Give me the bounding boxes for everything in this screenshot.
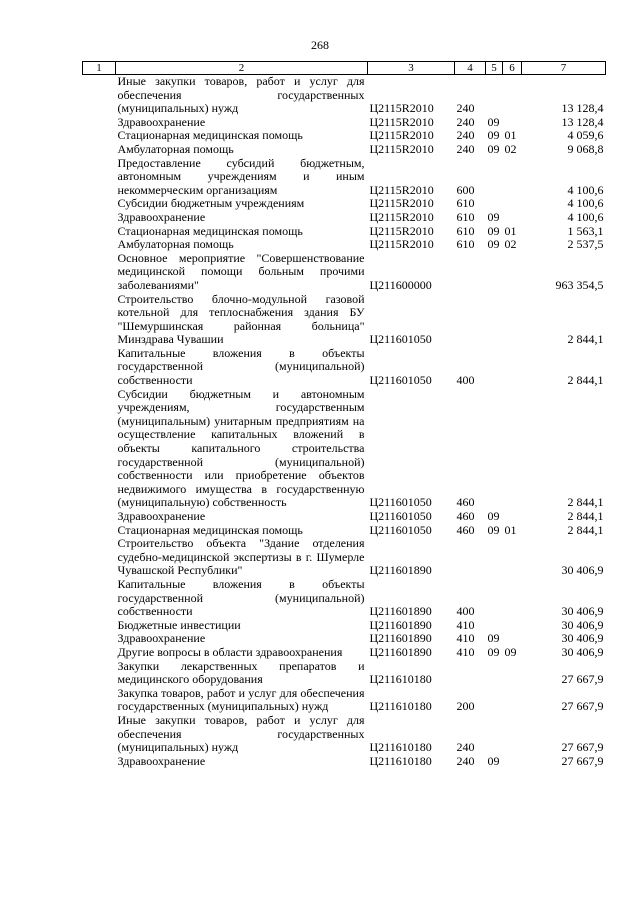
cell-target-code: Ц211601050 — [369, 332, 432, 347]
cell-expense-type: 460 — [456, 522, 475, 537]
cell-target-code: Ц211610180 — [369, 699, 432, 714]
cell-name: Здравоохранение — [117, 753, 206, 768]
cell-section — [486, 660, 503, 687]
cell-subsection — [503, 578, 522, 619]
table-row — [83, 660, 606, 687]
table-row — [83, 129, 606, 143]
cell-amount: 30 406,9 — [561, 617, 604, 632]
table-row — [83, 143, 606, 157]
cell-index — [83, 197, 116, 211]
cell-name: Амбулаторная помощь — [117, 237, 234, 252]
cell-expense-type: 610 — [456, 237, 475, 252]
cell-name: Иные закупки товаров, работ и услуг для обеспечения государственных (муниципальных) нужд — [117, 74, 365, 116]
cell-amount: 4 100,6 — [567, 209, 604, 224]
cell-amount: 2 844,1 — [567, 509, 604, 523]
cell-section: 09 — [487, 509, 500, 523]
cell-section — [486, 75, 503, 116]
header-col-2: 2 — [116, 62, 368, 75]
cell-amount: 4 100,6 — [567, 182, 604, 197]
cell-subsection — [503, 619, 522, 633]
cell-name: Капитальные вложения в объекты государственной (муниципальной) собственности — [117, 345, 365, 388]
cell-subsection — [503, 347, 522, 388]
cell-section: 09 — [487, 631, 500, 646]
cell-section: 09 — [487, 237, 500, 252]
table-row — [83, 714, 606, 755]
header-col-7: 7 — [522, 62, 606, 75]
cell-subsection — [503, 197, 522, 211]
cell-target-code: Ц2115R2010 — [369, 101, 434, 116]
cell-index — [83, 632, 116, 646]
cell-expense-type: 410 — [456, 631, 475, 646]
table-row — [83, 646, 606, 660]
cell-subsection: 02 — [504, 141, 517, 156]
cell-expense-type: 240 — [456, 740, 475, 755]
cell-expense-type: 460 — [456, 509, 475, 523]
cell-subsection: 09 — [504, 644, 517, 659]
cell-index — [83, 75, 116, 116]
cell-section: 09 — [487, 128, 500, 143]
cell-name: Капитальные вложения в объекты государственной (муниципальной) собственности — [117, 576, 365, 619]
budget-table-container — [82, 61, 605, 768]
table-row — [83, 619, 606, 633]
cell-amount: 13 128,4 — [561, 114, 604, 129]
cell-expense-type — [455, 537, 486, 578]
cell-amount: 963 354,5 — [555, 277, 604, 292]
cell-expense-type — [455, 660, 486, 687]
cell-expense-type: 400 — [456, 604, 475, 619]
table-body — [83, 75, 606, 769]
header-row — [83, 62, 606, 75]
cell-target-code: Ц211601050 — [369, 373, 432, 388]
cell-section: 09 — [487, 753, 500, 768]
cell-target-code: Ц2115R2010 — [369, 223, 434, 238]
cell-amount: 9 068,8 — [567, 141, 604, 156]
cell-subsection — [503, 75, 522, 116]
cell-section — [486, 714, 503, 755]
cell-amount: 1 563,1 — [567, 223, 604, 238]
budget-table — [82, 61, 606, 768]
cell-amount: 30 406,9 — [561, 631, 604, 646]
cell-target-code: Ц211601050 — [369, 495, 432, 510]
cell-name: Субсидии бюджетным учреждениям — [117, 196, 305, 211]
cell-subsection — [503, 211, 522, 225]
cell-index — [83, 714, 116, 755]
cell-target-code: Ц211601890 — [369, 563, 432, 578]
cell-section: 09 — [487, 141, 500, 156]
cell-amount: 2 844,1 — [567, 495, 604, 510]
cell-amount: 2 844,1 — [567, 373, 604, 388]
table-row — [83, 252, 606, 293]
cell-section — [486, 347, 503, 388]
cell-target-code: Ц211601890 — [369, 604, 432, 619]
cell-target-code: Ц2115R2010 — [369, 114, 434, 129]
cell-section: 09 — [487, 223, 500, 238]
cell-amount: 30 406,9 — [561, 644, 604, 659]
cell-section — [486, 537, 503, 578]
table-row — [83, 75, 606, 116]
cell-subsection — [503, 293, 522, 347]
cell-index — [83, 537, 116, 578]
cell-amount: 27 667,9 — [561, 672, 604, 687]
table-row — [83, 293, 606, 347]
cell-subsection — [503, 157, 522, 198]
cell-expense-type: 410 — [456, 644, 475, 659]
cell-index — [83, 646, 116, 660]
cell-index — [83, 211, 116, 225]
cell-subsection — [503, 632, 522, 646]
cell-index — [83, 129, 116, 143]
cell-amount: 4 100,6 — [567, 196, 604, 211]
table-row — [83, 687, 606, 714]
cell-expense-type — [455, 293, 486, 347]
header-col-3: 3 — [368, 62, 455, 75]
cell-amount: 2 537,5 — [567, 237, 604, 252]
cell-expense-type: 400 — [456, 373, 475, 388]
cell-expense-type: 240 — [456, 141, 475, 156]
cell-amount: 2 844,1 — [567, 332, 604, 347]
cell-target-code: Ц2115R2010 — [369, 209, 434, 224]
table-row — [83, 578, 606, 619]
cell-expense-type: 600 — [456, 182, 475, 197]
cell-subsection — [503, 537, 522, 578]
cell-amount: 13 128,4 — [561, 101, 604, 116]
cell-name: Строительство объекта "Здание отделения судебно-медицинской экспертизы в г. Шумерле Чувашской Республики" — [117, 536, 365, 578]
cell-section — [486, 687, 503, 714]
cell-section: 09 — [487, 114, 500, 129]
cell-index — [83, 660, 116, 687]
cell-name: Здравоохранение — [117, 114, 206, 129]
table-row — [83, 197, 606, 211]
cell-section — [486, 197, 503, 211]
cell-expense-type: 460 — [456, 495, 475, 510]
cell-index — [83, 347, 116, 388]
cell-target-code: Ц211610180 — [369, 672, 432, 687]
cell-expense-type: 240 — [456, 101, 475, 116]
cell-target-code: Ц211601050 — [369, 522, 432, 537]
cell-index — [83, 755, 116, 769]
cell-index — [83, 252, 116, 293]
cell-name: Стационарная медицинская помощь — [117, 522, 303, 537]
cell-subsection: 01 — [504, 223, 517, 238]
table-row — [83, 755, 606, 769]
cell-target-code: Ц211600000 — [369, 277, 432, 292]
cell-amount: 27 667,9 — [561, 740, 604, 755]
cell-name: Здравоохранение — [117, 509, 206, 523]
cell-section — [486, 578, 503, 619]
cell-amount: 30 406,9 — [561, 604, 604, 619]
cell-name: Здравоохранение — [117, 631, 206, 646]
cell-subsection — [503, 252, 522, 293]
cell-target-code: Ц211601050 — [369, 509, 432, 523]
cell-expense-type: 610 — [456, 209, 475, 224]
cell-target-code: Ц211601890 — [369, 617, 432, 632]
cell-section: 09 — [487, 644, 500, 659]
cell-section: 09 — [487, 209, 500, 224]
table-row — [83, 388, 606, 510]
cell-index — [83, 225, 116, 239]
cell-amount: 27 667,9 — [561, 753, 604, 768]
cell-name: Другие вопросы в области здравоохранения — [117, 644, 343, 659]
cell-index — [83, 157, 116, 198]
cell-section — [486, 388, 503, 510]
cell-index — [83, 116, 116, 130]
cell-target-code: Ц211610180 — [369, 753, 432, 768]
cell-index — [83, 510, 116, 524]
table-row — [83, 238, 606, 252]
cell-index — [83, 143, 116, 157]
cell-index — [83, 687, 116, 714]
cell-name: Предоставление субсидий бюджетным, автономным учреждениям и иным некоммерческим организациям — [117, 155, 365, 197]
cell-name: Закупки лекарственных препаратов и медицинского оборудования — [117, 658, 365, 687]
cell-subsection — [503, 714, 522, 755]
table-row — [83, 116, 606, 130]
cell-expense-type: 240 — [456, 114, 475, 129]
cell-expense-type: 240 — [456, 128, 475, 143]
cell-subsection — [503, 510, 522, 524]
cell-target-code: Ц2115R2010 — [369, 237, 434, 252]
cell-expense-type — [455, 252, 486, 293]
cell-subsection — [503, 660, 522, 687]
cell-target-code: Ц2115R2010 — [369, 196, 434, 211]
cell-section — [486, 293, 503, 347]
cell-expense-type: 610 — [456, 223, 475, 238]
cell-amount: 2 844,1 — [567, 522, 604, 537]
cell-index — [83, 238, 116, 252]
cell-section — [486, 157, 503, 198]
table-row — [83, 157, 606, 198]
cell-index — [83, 578, 116, 619]
cell-index — [83, 388, 116, 510]
cell-section: 09 — [487, 522, 500, 537]
cell-name: Стационарная медицинская помощь — [117, 128, 303, 143]
cell-name: Стационарная медицинская помощь — [117, 223, 303, 238]
table-row — [83, 347, 606, 388]
header-col-6: 6 — [503, 62, 522, 75]
cell-expense-type: 240 — [456, 753, 475, 768]
cell-target-code: Ц2115R2010 — [369, 141, 434, 156]
cell-subsection — [503, 116, 522, 130]
cell-target-code: Ц211610180 — [369, 740, 432, 755]
cell-name: Строительство блочно-модульной газовой котельной для теплоснабжения здания БУ "Шемуршинская районная больница" Минздрава Чувашии — [117, 291, 365, 347]
cell-expense-type: 200 — [456, 699, 475, 714]
cell-target-code: Ц211601890 — [369, 631, 432, 646]
cell-subsection: 01 — [504, 128, 517, 143]
cell-name: Иные закупки товаров, работ и услуг для обеспечения государственных (муниципальных) нужд — [117, 712, 365, 755]
cell-amount: 30 406,9 — [561, 563, 604, 578]
cell-subsection — [503, 388, 522, 510]
cell-index — [83, 524, 116, 538]
cell-name: Основное мероприятие "Совершенствование медицинской помощи больным прочими заболеваниями" — [117, 250, 365, 292]
table-row — [83, 211, 606, 225]
cell-name: Здравоохранение — [117, 209, 206, 224]
header-col-1: 1 — [83, 62, 116, 75]
cell-subsection — [503, 687, 522, 714]
cell-target-code: Ц2115R2010 — [369, 182, 434, 197]
cell-name: Закупка товаров, работ и услуг для обеспечения государственных (муниципальных) нужд — [117, 685, 365, 714]
cell-subsection — [503, 755, 522, 769]
cell-name: Субсидии бюджетным и автономным учреждениям, государственным (муниципальным) унитарным предприятиям на осуществление капитальных вложений в объекты капитального строительства государственной (муниципальной) собственности или приобретение объектов недвижимого имущества в государственную (муниципальную) собственность — [117, 386, 365, 510]
table-row — [83, 225, 606, 239]
table-row — [83, 510, 606, 524]
cell-index — [83, 293, 116, 347]
table-row — [83, 632, 606, 646]
page-number: 268 — [311, 38, 329, 52]
table-header — [83, 62, 606, 75]
cell-subsection: 01 — [504, 522, 517, 537]
cell-target-code: Ц2115R2010 — [369, 128, 434, 143]
table-row — [83, 524, 606, 538]
cell-target-code: Ц211601890 — [369, 644, 432, 659]
header-col-5: 5 — [486, 62, 503, 75]
table-row — [83, 537, 606, 578]
cell-subsection: 02 — [504, 237, 517, 252]
cell-section — [486, 252, 503, 293]
cell-name: Амбулаторная помощь — [117, 141, 234, 156]
cell-amount: 27 667,9 — [561, 699, 604, 714]
cell-section — [486, 619, 503, 633]
cell-name: Бюджетные инвестиции — [117, 617, 241, 632]
cell-expense-type: 610 — [456, 196, 475, 211]
cell-index — [83, 619, 116, 633]
header-col-4: 4 — [455, 62, 486, 75]
cell-expense-type: 410 — [456, 617, 475, 632]
cell-amount: 4 059,6 — [567, 128, 604, 143]
